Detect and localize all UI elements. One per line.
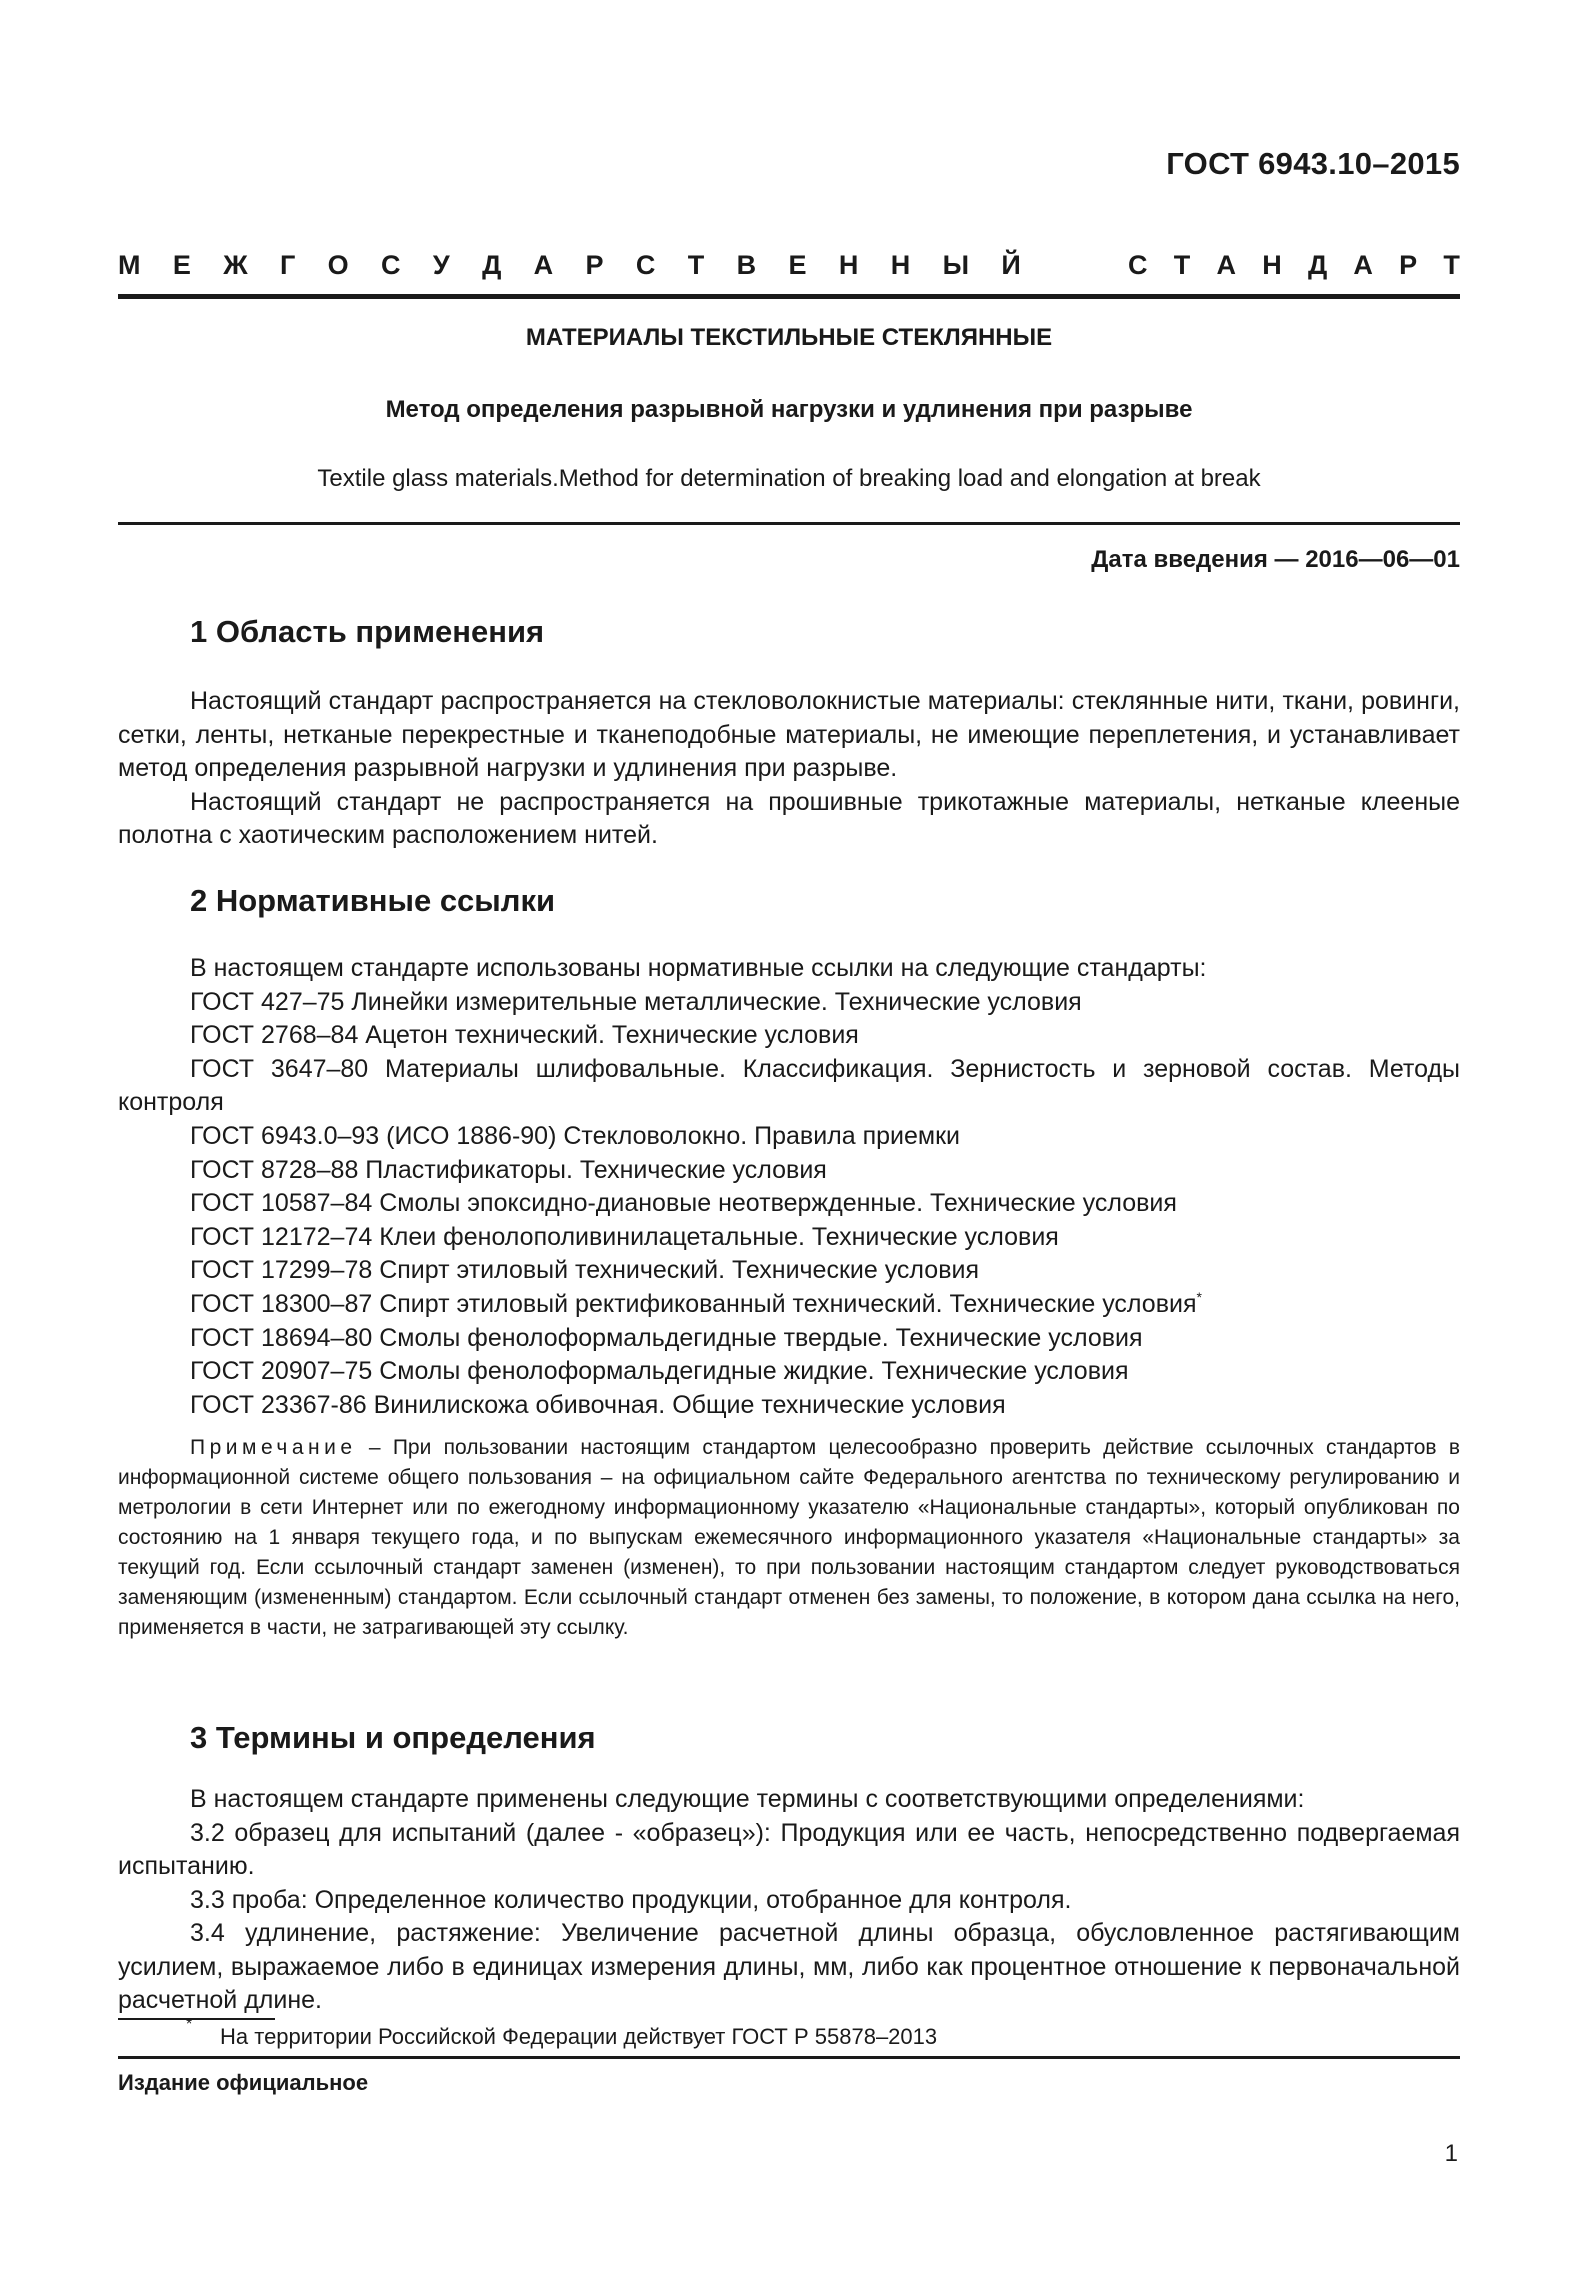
terms-intro: В настоящем стандарте применены следующие термины с соответствующими определениями: [190,1785,1305,1813]
section-3-heading: 3 Термины и определения [190,1720,596,1755]
banner-letter: Р [585,250,604,280]
banner-letter: Ы [942,250,970,280]
reference-item [118,1288,1460,1322]
banner-letter: Н [1262,250,1282,280]
banner-letter: Т [1443,250,1460,280]
page-number: 1 [1444,2140,1458,2167]
normative-references [118,952,1460,1422]
footer-rule [118,2056,1460,2059]
section-1-body [118,685,1460,853]
intro-date: Дата введения — 2016—06—01 [1091,546,1460,573]
section-1-heading: 1 Область применения [190,614,545,649]
edition-label: Издание официальное [118,2070,369,2095]
banner-letter: А [1216,250,1236,280]
english-title: Textile glass materials.Method for determination of breaking load and elongation at break [317,465,1261,492]
banner-letter: А [533,250,554,280]
note-text: – При пользовании настоящим стандартом целесообразно проверить действие ссылочных стандартов в информационной системе общего пользования – на официальном сайте Федерального агентства по техническому регулированию и метрологии в сети Интернет или по ежегодному информационному указателю «Национальные стандарты», который опубликован по состоянию на 1 января текущего года, и по выпускам ежемесячного информационного указателя «Национальные стандарты» за текущий год. Если ссылочный стандарт заменен (изменен), то при пользовании настоящим стандартом следует руководствоваться заменяющим (измененным) стандартом. Если ссылочный стандарт отменен без замены, то положение, в котором дана ссылка на него, применяется в части, не затрагивающей эту ссылку. [118,1436,1460,1639]
reference-item: ГОСТ 6943.0–93 (ИСО 1886-90) Стекловолокно. Правила приемки [190,1121,960,1150]
banner-letter: Т [1173,250,1191,280]
section-3-body [118,1783,1460,2018]
banner-letter: С [635,250,656,280]
document-title: МАТЕРИАЛЫ ТЕКСТИЛЬНЫЕ СТЕКЛЯННЫЕ [525,324,1053,351]
banner-letter: Н [890,250,911,280]
banner-letter: С [381,250,401,280]
note-label: Примечание [190,1436,357,1459]
footnote-text: На территории Российской Федерации действует ГОСТ Р 55878–2013 [220,2024,938,2049]
banner-letter: С [1128,250,1148,280]
banner-letter: Г [280,250,296,280]
banner-letter: Ж [223,250,248,280]
footnote [186,2016,938,2050]
banner-letter: О [327,250,349,280]
reference-item: ГОСТ 12172–74 Клеи фенолополивинилацетальные. Технические условия [190,1222,1059,1251]
title-rule [118,522,1460,525]
banner-letter: Е [172,250,191,280]
banner-letter: Д [482,250,502,280]
section-1-paragraph: Настоящий стандарт не распространяется на прошивные трикотажные материалы, нетканые клееные полотна с хаотическим расположением нитей. [118,787,1460,849]
reference-text: ГОСТ 18300–87 Спирт этиловый ректификованный технический. Технические условия [190,1289,1197,1318]
footnote-rule [118,2018,275,2020]
banner-letter: Т [687,250,705,280]
banner-letter: А [1353,250,1373,280]
term-definition: 3.2 образец для испытаний (далее - «образец»): Продукция или ее часть, непосредственно подвергаемая испытанию. [118,1818,1460,1880]
reference-item: ГОСТ 20907–75 Смолы фенолоформальдегидные жидкие. Технические условия [190,1357,1129,1386]
references-note [118,1433,1460,1643]
footnote-marker: * [1196,1288,1202,1305]
banner-letter: Н [838,250,859,280]
reference-item: ГОСТ 23367-86 Винилискожа обивочная. Общие технические условия [190,1390,1006,1419]
standard-word [1128,250,1460,281]
interstate-word [118,250,1021,281]
reference-item: ГОСТ 17299–78 Спирт этиловый технический. Технические условия [190,1256,979,1285]
term-definition: 3.4 удлинение, растяжение: Увеличение расчетной длины образца, обусловленное растягивающим усилием, выражаемое либо в единицах измерения длины, мм, либо как процентное отношение к первоначальной расчетной длине. [118,1919,1460,2014]
gost-number: ГОСТ 6943.10–2015 [1166,146,1460,181]
reference-item: ГОСТ 2768–84 Ацетон технический. Технические условия [190,1021,859,1050]
interstate-standard-banner [118,250,1460,281]
references-intro: В настоящем стандарте использованы нормативные ссылки на следующие стандарты: [190,954,1207,982]
banner-letter: В [736,250,757,280]
term-definition: 3.3 проба: Определенное количество продукции, отобранное для контроля. [190,1885,1072,1914]
reference-item: ГОСТ 427–75 Линейки измерительные металлические. Технические условия [190,987,1082,1016]
banner-letter: Й [1001,250,1021,280]
banner-letter: Р [1399,250,1418,280]
section-1-paragraph: Настоящий стандарт распространяется на стекловолокнистые материалы: стеклянные нити, ткани, ровинги, сетки, ленты, нетканые перекрестные и тканеподобные материалы, не имеющие переплетения, и устанавливает метод определения разрывной нагрузки и удлинения при разрыве. [118,687,1460,782]
section-2-heading: 2 Нормативные ссылки [190,883,556,918]
banner-letter: М [118,250,141,280]
banner-letter: У [432,250,450,280]
banner-letter: Д [1307,250,1328,280]
footnote-mark: * [186,2016,193,2033]
reference-item: ГОСТ 8728–88 Пластификаторы. Технические условия [190,1155,827,1184]
reference-item: ГОСТ 18694–80 Смолы фенолоформальдегидные твердые. Технические условия [190,1323,1143,1352]
reference-item: ГОСТ 10587–84 Смолы эпоксидно-диановые неотвержденные. Технические условия [190,1189,1177,1218]
header-rule [118,294,1460,299]
document-subtitle: Метод определения разрывной нагрузки и удлинения при разрыве [385,396,1193,423]
reference-item: ГОСТ 3647–80 Материалы шлифовальные. Классификация. Зернистость и зерновой состав. Методы контроля [118,1054,1460,1117]
banner-letter: Е [788,250,807,280]
